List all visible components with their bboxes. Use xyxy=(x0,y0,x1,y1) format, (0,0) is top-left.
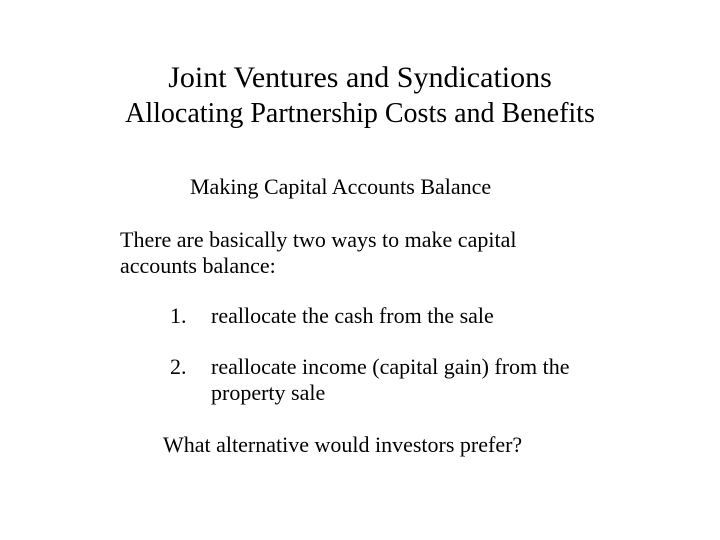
list-item-number: 2. xyxy=(170,354,187,379)
intro-paragraph: There are basically two ways to make capital accounts balance: xyxy=(120,227,517,278)
list-item xyxy=(170,354,580,410)
list-item-text: reallocate the cash from the sale xyxy=(211,303,494,328)
slide-title: Joint Ventures and Syndications xyxy=(168,61,552,94)
list-item-number: 1. xyxy=(170,303,187,328)
section-heading: Making Capital Accounts Balance xyxy=(190,174,492,199)
slide-subtitle: Allocating Partnership Costs and Benefits xyxy=(125,98,595,129)
list-item-text: reallocate income (capital gain) from the property sale xyxy=(211,354,570,405)
list-item xyxy=(170,303,580,333)
closing-question: What alternative would investors prefer? xyxy=(163,432,523,457)
